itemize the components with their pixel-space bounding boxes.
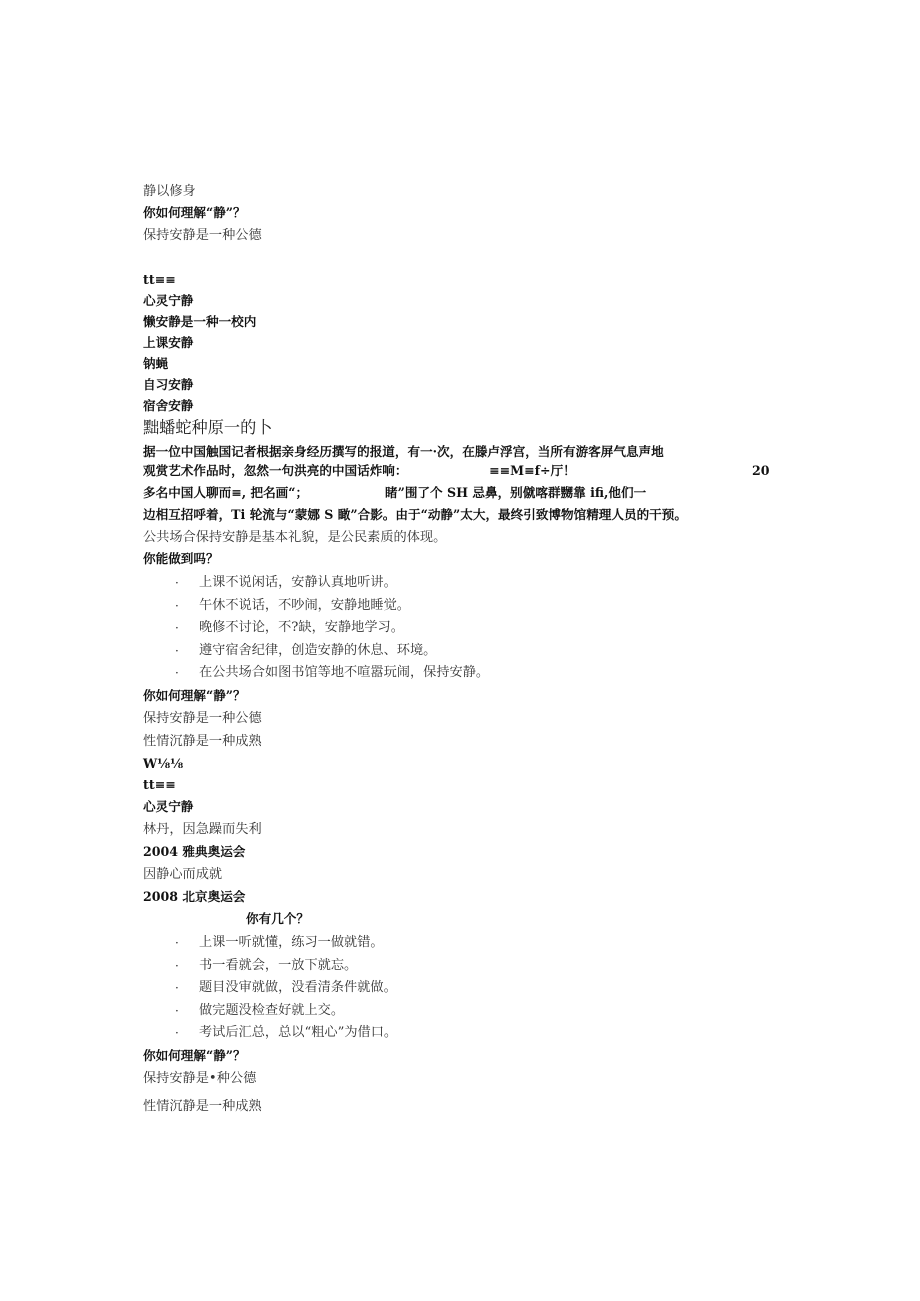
text-athens-2004: 2004 雅典奥运会 [143,844,246,859]
list-item: 午休不说话，不吵闹，安静地睡觉。 [199,598,410,613]
list-item: 书一看就会，一放下就忘。 [199,958,358,973]
text-public-virtue: 保持安静是一种公德 [143,711,262,726]
bullet-icon: · [175,1004,179,1018]
story-line-3-cont: 睹”围了个 SH 忌鼻，别僦喀群嬲靠 ifi,他们一 [385,485,647,500]
text-quiet-selfstudy: 自习安静 [143,377,194,392]
story-line-2: 观赏艺术作品时，忽然一句洪亮的中国话炸响： [143,463,408,478]
bullet-icon: · [175,936,179,950]
bullet-icon: · [175,644,179,658]
list-item: 晚修不讨论，不?缺，安静地学习。 [199,620,404,635]
garbled-text: 钠蝇 [143,356,169,371]
heading-jing-yi-xiu-shen: 静以修身 [143,184,196,199]
text-public-virtue: 保持安静是一种公德 [143,228,262,243]
text-lin-dan-fail: 林丹，因急躁而失利 [143,822,262,837]
text-maturity: 性情沉静是一种成熟 [143,734,262,749]
bullet-icon: · [175,981,179,995]
text-maturity: 性情沉静是一种成熟 [143,1099,262,1114]
question-understand-jing: 你如何理解“静”？ [143,205,246,220]
text-quiet-class: 上课安静 [143,335,194,350]
bullet-icon: · [175,576,179,590]
garbled-text: tt≡≡ [143,777,176,792]
garbled-heading: 黜蟠蛇种原一的卜 [143,418,273,437]
text-lin-dan-success: 因静心而成就 [143,867,223,882]
list-item: 做完题没检查好就上交。 [199,1003,345,1018]
text-heart-calm: 心灵宁静 [143,799,194,814]
question-how-many: 你有几个？ [246,911,309,926]
text-quiet-dorm: 宿舍安静 [143,398,194,413]
story-line-3: 多名中国人聊而≡, 把名画“； [143,485,309,500]
list-item: 上课一听就懂，练习一做就错。 [199,935,384,950]
question-can-you: 你能做到吗？ [143,551,219,566]
list-item: 在公共场合如图书馆等地不喧嚣玩闹，保持安静。 [199,665,490,680]
list-item: 考试后汇总，总以“粗心”为借口。 [199,1025,398,1040]
list-item: 上课不说闲话，安静认真地听讲。 [199,575,397,590]
text-beijing-2008: 2008 北京奥运会 [143,889,246,904]
story-line-4: 边相互招呼着，Ti 轮流与“蒙娜 S 瞰”合影。由于“动静”太大，最终引致博物馆精理人员的干预。 [143,507,687,522]
question-understand-jing: 你如何理解“静”？ [143,1048,246,1063]
question-understand-jing: 你如何理解“静”？ [143,688,246,703]
story-line-1: 据一位中国触国记者根据亲身经历撰写的报道，有一·次，在滕卢浮宫，当所有游客屏气息声地 [143,444,664,459]
bullet-icon: · [175,959,179,973]
text-heart-calm: 心灵宁静 [143,293,194,308]
text-quiet-campus: 懒安静是一种一校内 [143,314,257,329]
story-line-2-exclaim: ≡≡M≡f÷厅！ [489,463,576,478]
text-public-virtue: 保持安静是•种公德 [143,1071,257,1086]
story-line-2-number: 20 [752,463,770,478]
bullet-icon: · [175,1026,179,1040]
bullet-icon: · [175,599,179,613]
garbled-text: W⅛⅛ [143,756,184,771]
bullet-icon: · [175,666,179,680]
garbled-text: tt≡≡ [143,272,176,287]
text-public-courtesy: 公共场合保持安静是基本礼貌，是公民素质的体现。 [143,530,447,545]
list-item: 遵守宿舍纪律，创造安静的休息、环境。 [199,643,437,658]
list-item: 题目没审就做，没看清条件就做。 [199,980,397,995]
bullet-icon: · [175,621,179,635]
